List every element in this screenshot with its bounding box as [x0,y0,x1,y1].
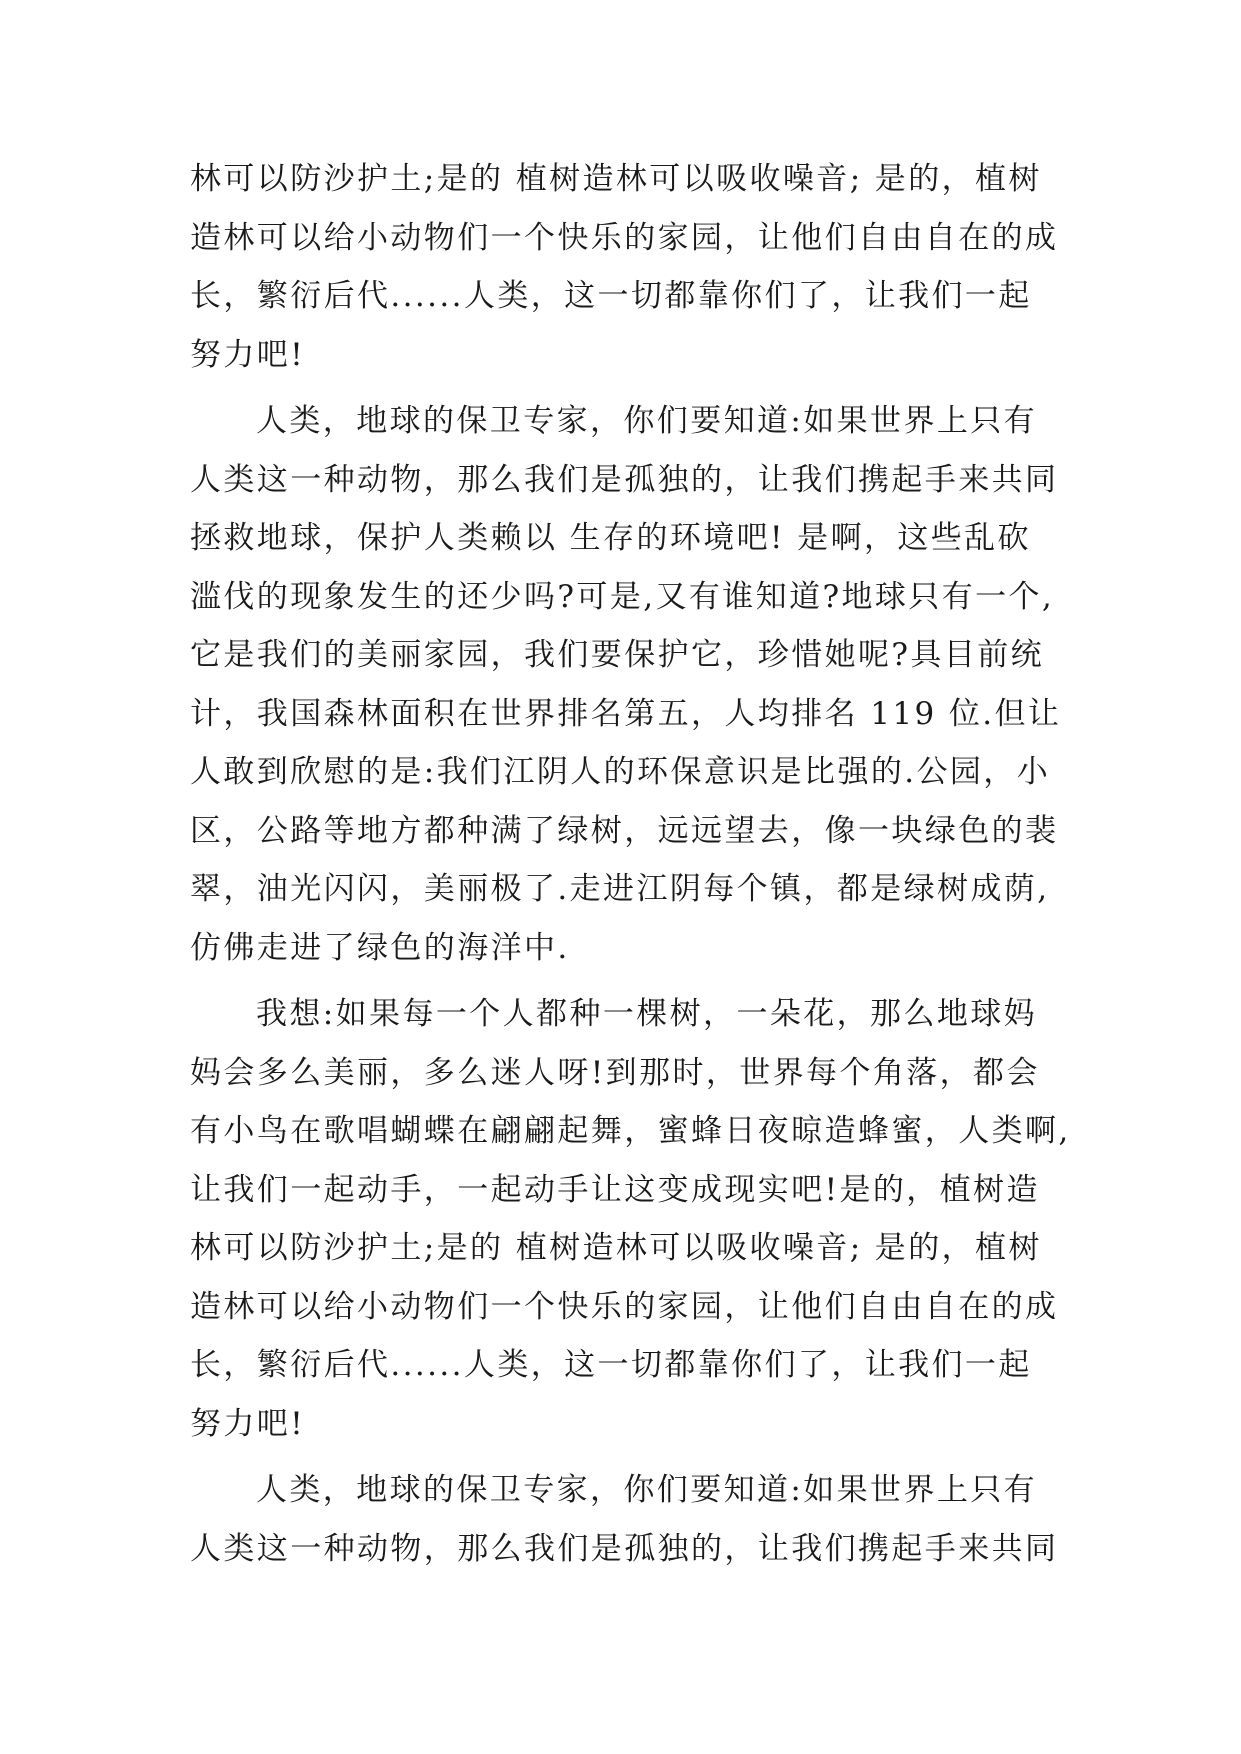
text-line: 努力吧! [190,1405,306,1442]
text-line: 人敢到欣慰的是:我们江阴人的环保意识是比强的.公园，小 [190,754,1051,790]
body-text [190,150,1071,1578]
text-line: 造林可以给小动物们一个快乐的家园，让他们自由自在的成 [190,1288,1059,1325]
text-line: 人类这一种动物，那么我们是孤独的，让我们携起手来共同 [190,1530,1059,1567]
text-line: 人类，地球的保卫专家，你们要知道:如果世界上只有 [256,403,1038,439]
text-line: 人类这一种动物，那么我们是孤独的，让我们携起手来共同 [190,461,1059,498]
text-line: 我想:如果每一个人都种一棵树，一朵花，那么地球妈 [256,996,1038,1032]
text-line: 拯救地球，保护人类赖以 生存的环境吧! 是啊，这些乱砍 [190,520,1031,556]
text-line: 区，公路等地方都种满了绿树，远远望去，像一块绿色的裴 [190,812,1059,849]
text-line: 长，繁衍后代......人类，这一切都靠你们了，让我们一起 [190,1347,1032,1383]
text-line: 滥伐的现象发生的还少吗?可是,又有谁知道?地球只有一个, [190,578,1055,615]
text-line: 努力吧! [190,336,306,373]
text-line: 它是我们的美丽家园，我们要保护它，珍惜她呢?具目前统 [190,637,1045,673]
text-line: 有小鸟在歌唱蝴蝶在翩翩起舞，蜜蜂日夜晾造蜂蜜，人类啊, [190,1113,1071,1149]
text-line: 翠，油光闪闪，美丽极了.走进江阴每个镇，都是绿树成荫, [190,871,1050,907]
text-line: 林可以防沙护土;是的 植树造林可以吸收噪音; 是的，植树 [190,1230,1042,1266]
text-line: 人类，地球的保卫专家，你们要知道:如果世界上只有 [256,1472,1038,1508]
paragraph [190,392,1060,977]
text-line: 仿佛走进了绿色的海洋中. [190,929,570,966]
text-line: 林可以防沙护土;是的 植树造林可以吸收噪音; 是的，植树 [190,161,1042,197]
paragraph [190,985,1071,1453]
text-line: 让我们一起动手，一起动手让这变成现实吧!是的，植树造 [190,1171,1040,1208]
text-line: 计，我国森林面积在世界排名第五，人均排名 119 位.但让 [190,695,1062,732]
paragraph [190,1461,1060,1578]
text-line: 长，繁衍后代......人类，这一切都靠你们了，让我们一起 [190,278,1032,314]
text-line: 妈会多么美丽，多么迷人呀!到那时，世界每个角落，都会 [190,1054,1040,1091]
paragraph [190,150,1060,384]
text-line: 造林可以给小动物们一个快乐的家园，让他们自由自在的成 [190,219,1059,256]
